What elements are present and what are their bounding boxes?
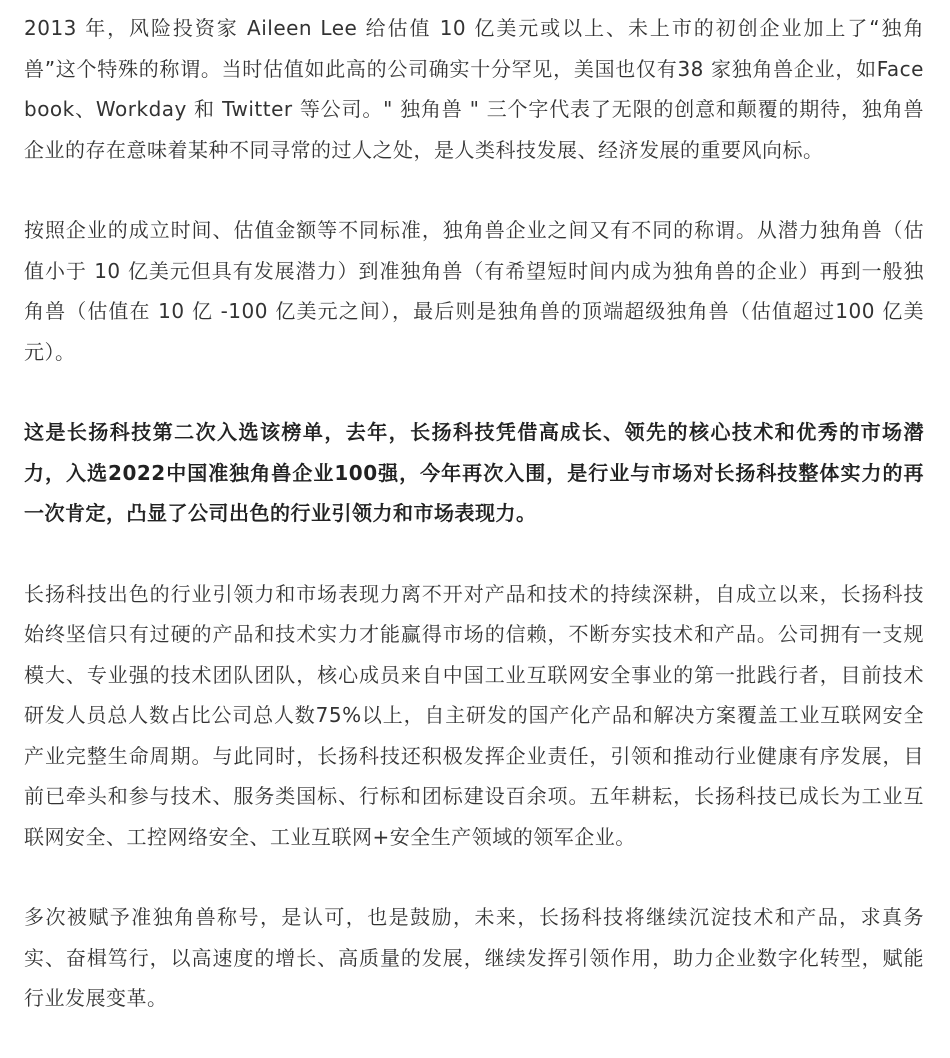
paragraph-spacer xyxy=(24,857,924,897)
paragraph-spacer xyxy=(24,534,924,574)
paragraph-company-strength: 长扬科技出色的行业引领力和市场表现力离不开对产品和技术的持续深耕，自成立以来，长扬科技始终坚信只有过硬的产品和技术实力才能赢得市场的信赖，不断夯实技术和产品。公司拥有一支规模大、专业强的技术团队团队，核心成员来自中国工业互联网安全事业的第一批践行者，目前技术研发人员总人数占比公司总人数75%以上，自主研发的国产化产品和解决方案覆盖工业互联网安全产业完整生命周期。与此同时，长扬科技还积极发挥企业责任，引领和推动行业健康有序发展，目前已牵头和参与技术、服务类国标、行标和团标建设百余项。五年耕耘，长扬科技已成长为工业互联网安全、工控网络安全、工业互联网+安全生产领域的领军企业。 xyxy=(24,581,924,849)
paragraph-unicorn-tiers: 按照企业的成立时间、估值金额等不同标准，独角兽企业之间又有不同的称谓。从潜力独角兽（估值小于 10 亿美元但具有发展潜力）到准独角兽（有希望短时间内成为独角兽的企业）再到一般独角兽（估值在 10 亿 -100 亿美元之间），最后则是独角兽的顶端超级独角兽（估值超过100 亿美元）。 xyxy=(24,218,924,364)
paragraph-spacer xyxy=(24,372,924,412)
paragraph-unicorn-origin: 2013 年，风险投资家 Aileen Lee 给估值 10 亿美元或以上、未上市的初创企业加上了“独角兽”这个特殊的称谓。当时估值如此高的公司确实十分罕见，美国也仅有38 家独角兽企业，如Facebook、Workday 和 Twitter 等公司。" 独角兽 " 三个字代表了无限的创意和颠覆的期待，独角兽企业的存在意味着某种不同寻常的过人之处，是人类科技发展、经济发展的重要风向标。 xyxy=(24,16,924,162)
paragraph-highlight: 这是长扬科技第二次入选该榜单，去年，长扬科技凭借高成长、领先的核心技术和优秀的市场潜力，入选2022中国准独角兽企业100强，今年再次入围，是行业与市场对长扬科技整体实力的再一次肯定，凸显了公司出色的行业引领力和市场表现力。 xyxy=(24,420,924,525)
paragraph-outlook: 多次被赋予准独角兽称号，是认可，也是鼓励，未来，长扬科技将继续沉淀技术和产品，求真务实、奋楫笃行，以高速度的增长、高质量的发展，继续发挥引领作用，助力企业数字化转型，赋能行业发展变革。 xyxy=(24,905,924,1010)
paragraph-spacer xyxy=(24,170,924,210)
